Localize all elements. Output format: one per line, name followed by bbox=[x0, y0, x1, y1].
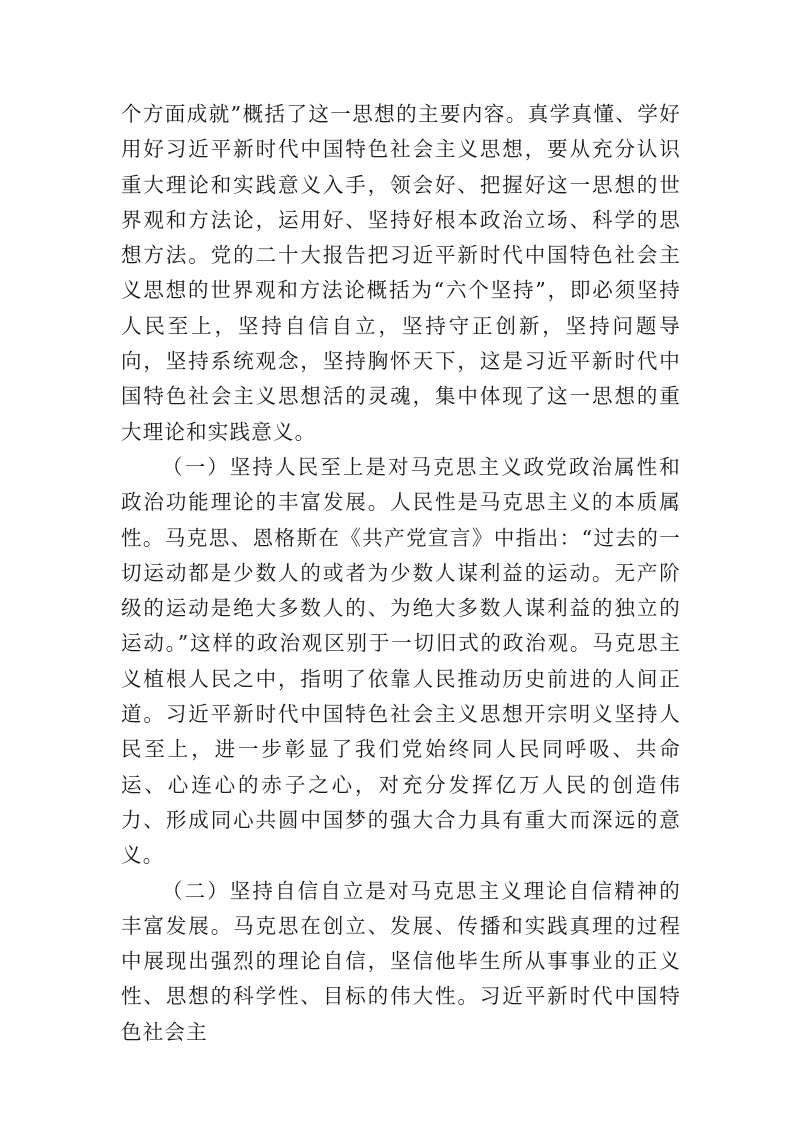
paragraph-section-2: （二）坚持自信自立是对马克思主义理论自信精神的丰富发展。马克思在创立、发展、传播和实践真理的过程中展现出强烈的理论自信，坚信他毕生所从事事业的正义性、思想的科学性、目标的伟大性。习近平新时代中国特色社会主 bbox=[121, 878, 681, 1044]
paragraph-continuation: 个方面成就”概括了这一思想的主要内容。真学真懂、学好用好习近平新时代中国特色社会主义思想，要从充分认识重大理论和实践意义入手，领会好、把握好这一思想的世界观和方法论，运用好、坚持好根本政治立场、科学的思想方法。党的二十大报告把习近平新时代中国特色社会主义思想的世界观和方法论概括为“六个坚持”，即必须坚持人民至上，坚持自信自立，坚持守正创新，坚持问题导向，坚持系统观念，坚持胸怀天下，这是习近平新时代中国特色社会主义思想活的灵魂，集中体现了这一思想的重大理论和实践意义。 bbox=[121, 102, 681, 444]
paragraph-section-1: （一）坚持人民至上是对马克思主义政党政治属性和政治功能理论的丰富发展。人民性是马克思主义的本质属性。马克思、恩格斯在《共产党宣言》中指出：“过去的一切运动都是少数人的或者为少数人谋利益的运动。无产阶级的运动是绝大多数人的、为绝大多数人谋利益的独立的运动。”这样的政治观区别于一切旧式的政治观。马克思主义植根人民之中，指明了依靠人民推动历史前进的人间正道。习近平新时代中国特色社会主义思想开宗明义坚持人民至上，进一步彰显了我们党始终同人民同呼吸、共命运、心连心的赤子之心，对充分发挥亿万人民的创造伟力、形成同心共圆中国梦的强大合力具有重大而深远的意义。 bbox=[121, 454, 681, 868]
body-text bbox=[121, 97, 681, 1050]
